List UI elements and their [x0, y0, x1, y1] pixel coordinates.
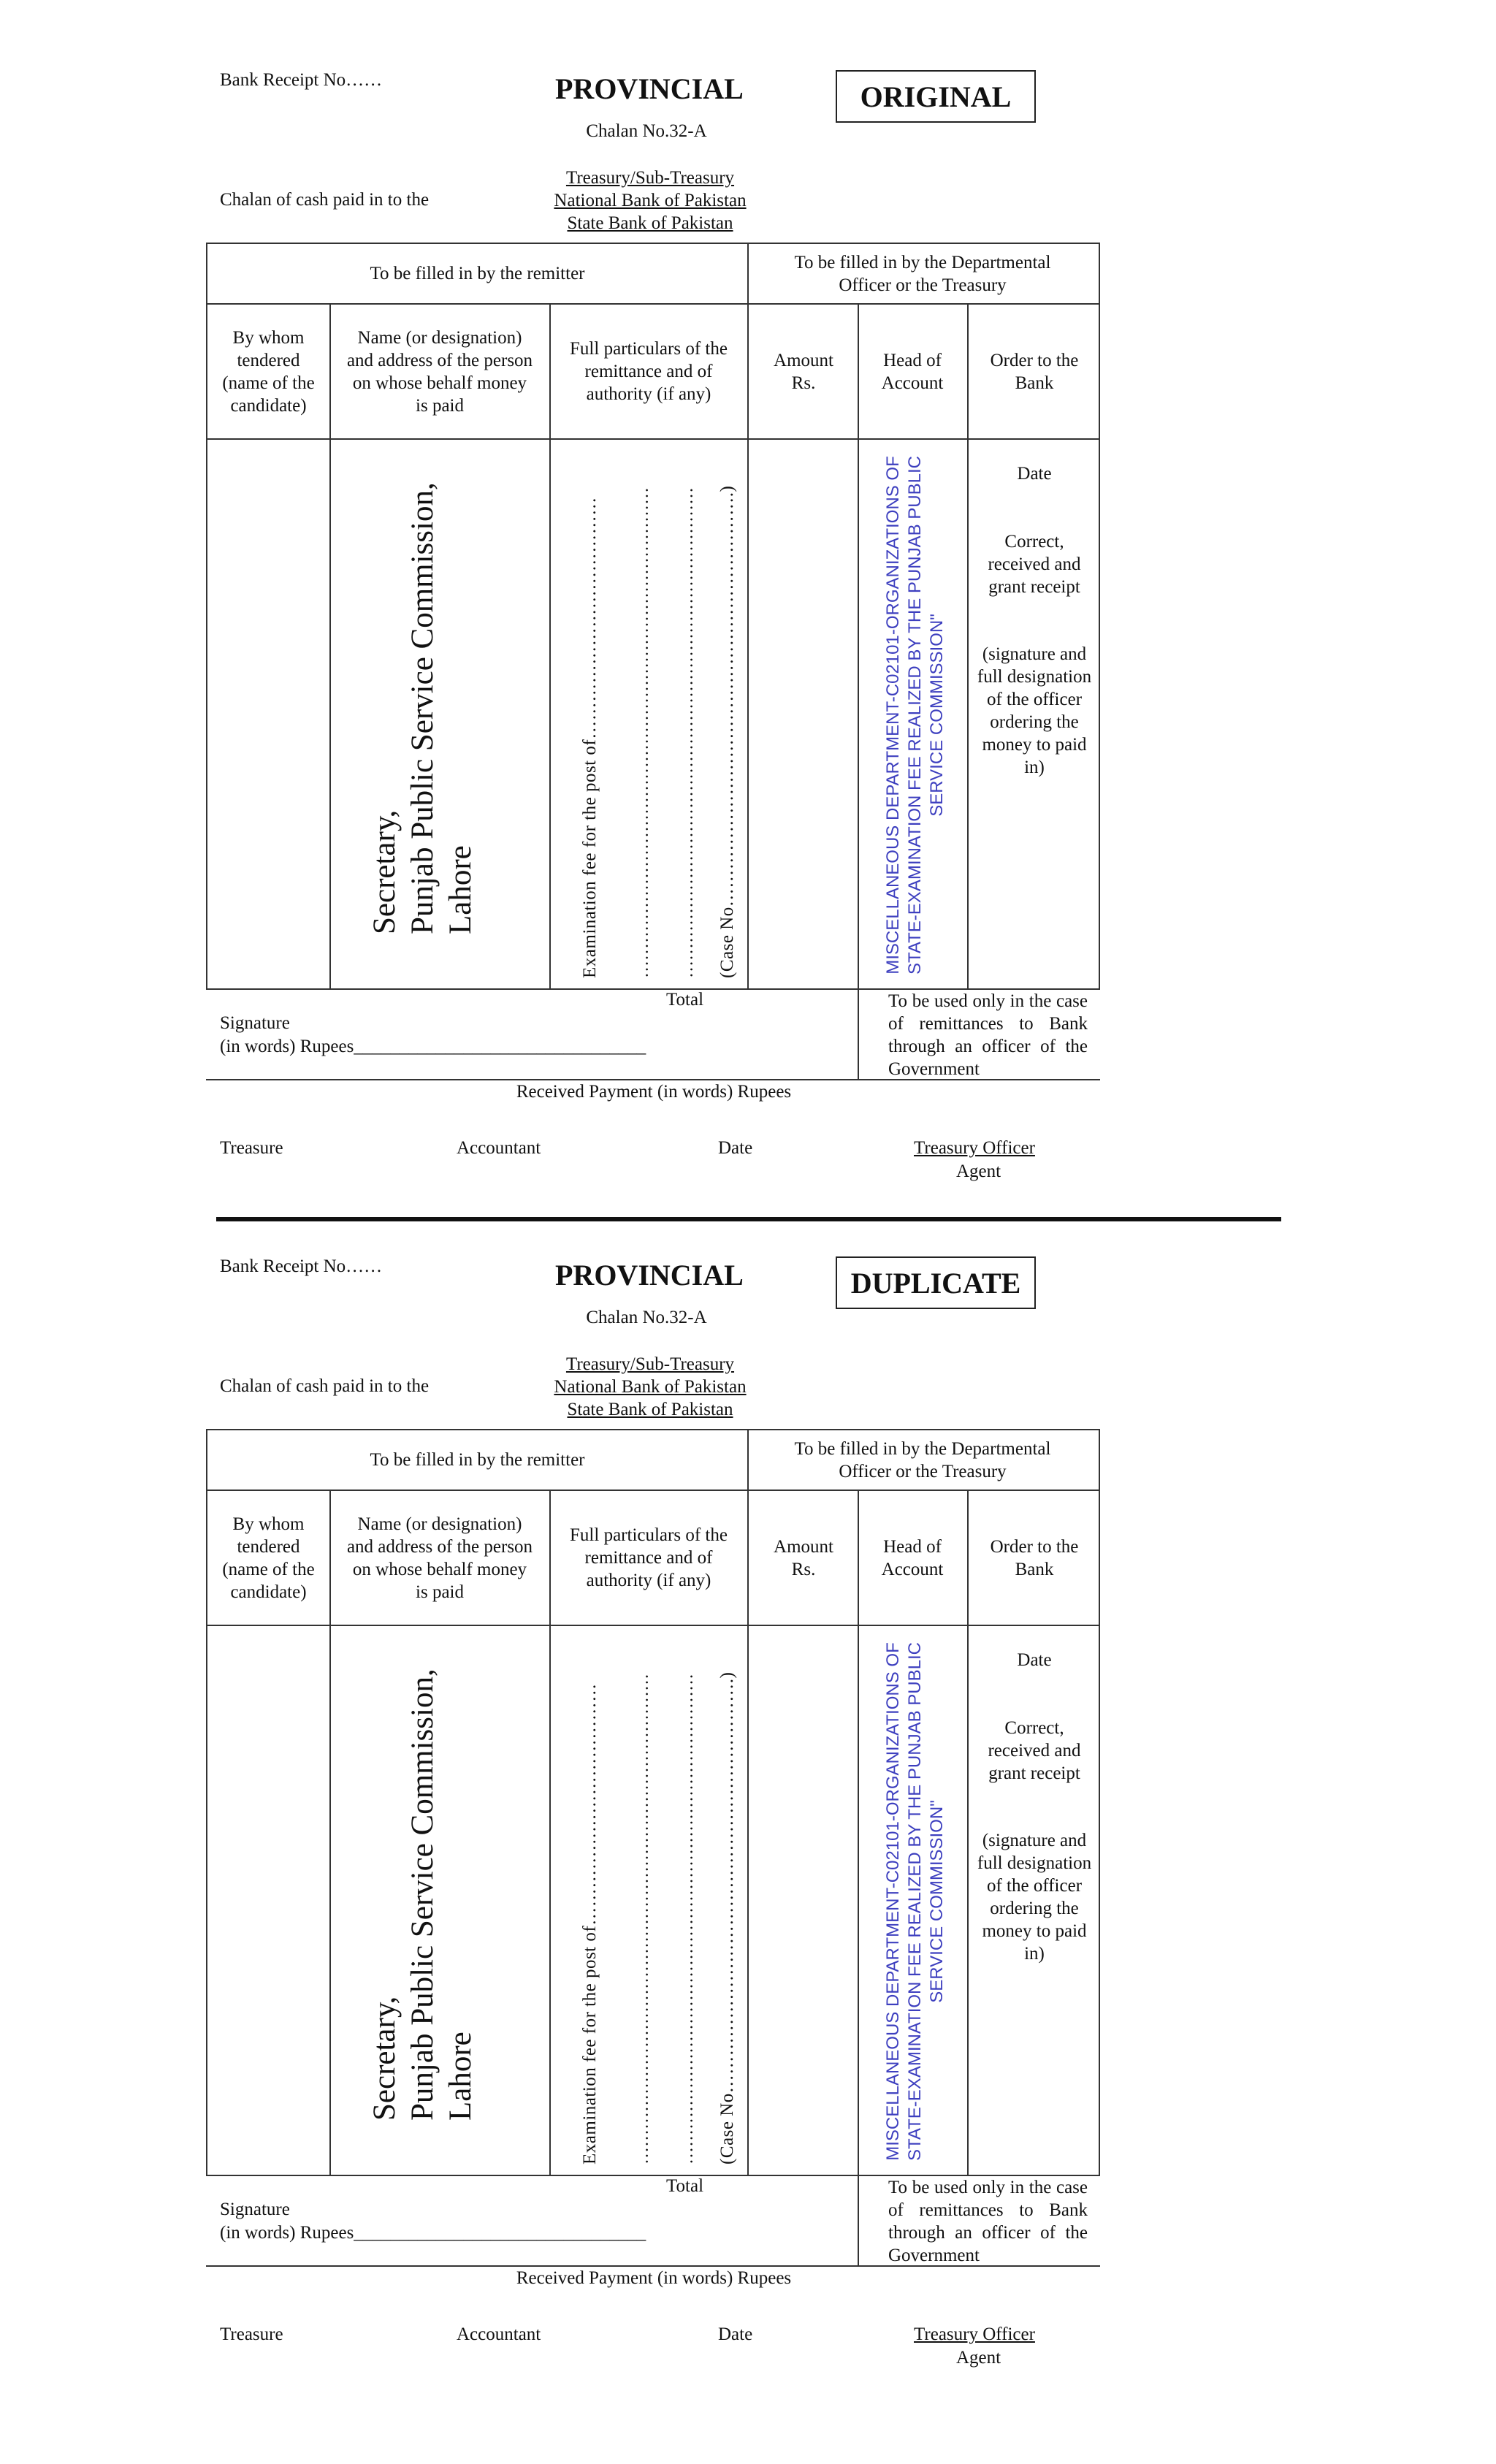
particulars-dotted-line[interactable]: ………………………………………………………………………… — [633, 487, 652, 978]
treasury-officer-label: Treasury Officer — [914, 2324, 1035, 2344]
total-label: Total — [666, 990, 704, 1010]
officer-header — [774, 244, 1071, 303]
column-divider — [967, 303, 969, 988]
column-header-text: Head of Account — [881, 1536, 944, 1579]
treasure-label: Treasure — [220, 1138, 283, 1158]
copy-label — [836, 1256, 1036, 1309]
original-copy — [0, 0, 1496, 1181]
order-date-label: Date — [1017, 464, 1052, 484]
paid-into-label: Chalan of cash paid in to the — [220, 190, 430, 210]
head-of-account-line: MISCELLANEOUS DEPARTMENT-C02101-ORGANIZATIONS OF — [883, 1642, 903, 2161]
particulars-dotted-line[interactable]: ………………………………………………………………………… — [678, 1674, 697, 2164]
column-header-text: Name (or designation) and address of the person on whose behalf money is paid — [346, 1514, 533, 1602]
column-divider — [549, 303, 551, 988]
payee-line: Lahore — [443, 2032, 478, 2121]
payee-line: Punjab Public Service Commission, — [405, 1668, 440, 2121]
column-header-text: By whom tendered (name of the candidate) — [222, 1514, 315, 1602]
column-header-amount — [766, 1491, 842, 1625]
column-header-text: Order to the Bank — [990, 350, 1079, 393]
bank-option: Treasury/Sub-Treasury — [565, 1354, 735, 1374]
bank-options — [541, 167, 760, 234]
officer-header-text: To be filled in by the Departmental Officer or the Treasury — [794, 252, 1051, 295]
column-header-text: Name (or designation) and address of the person on whose behalf money is paid — [346, 327, 533, 416]
column-header-text: By whom tendered (name of the candidate) — [222, 327, 315, 416]
bank-option: National Bank of Pakistan — [554, 1377, 747, 1397]
bank-remittance-note: To be used only in the case of remittances to Bank through an officer of the Government — [888, 2178, 1088, 2265]
table-border-right — [1099, 243, 1100, 988]
chalan-number: Chalan No.32-A — [586, 121, 707, 141]
column-header-payee — [346, 1491, 534, 1625]
column-header-head-of-account — [879, 1491, 945, 1625]
tendered-by-field[interactable] — [207, 440, 329, 988]
payee-line: Secretary, — [367, 809, 402, 934]
order-signature-text: (signature and full designation of the officer ordering the money to paid in) — [977, 1831, 1092, 1964]
column-header-order-to-bank — [976, 1491, 1093, 1625]
column-header-text: Full particulars of the remittance and of authority (if any) — [570, 339, 728, 404]
total-label: Total — [666, 2176, 704, 2196]
agent-label: Agent — [956, 2348, 1001, 2368]
column-divider — [967, 1490, 969, 2175]
order-signature-text: (signature and full designation of the officer ordering the money to paid in) — [977, 644, 1092, 777]
payee-line: Lahore — [443, 845, 478, 934]
treasure-label: Treasure — [220, 2324, 283, 2344]
agent-label: Agent — [956, 1162, 1001, 1181]
head-of-account-line: SERVICE COMMISSION" — [927, 1800, 947, 2003]
tendered-by-field[interactable] — [207, 1626, 329, 2175]
column-header-tendered-by — [219, 305, 318, 438]
order-correct-text: Correct, received and grant receipt — [988, 1718, 1081, 1783]
treasury-officer-label: Treasury Officer — [914, 1138, 1035, 1158]
bank-option: State Bank of Pakistan — [567, 1400, 733, 1419]
officer-header — [774, 1430, 1071, 1490]
amount-in-words-field[interactable]: (in words) Rupees________________________________ — [220, 1037, 646, 1056]
column-header-amount — [766, 305, 842, 438]
head-of-account-line: MISCELLANEOUS DEPARTMENT-C02101-ORGANIZATIONS OF — [883, 456, 903, 974]
signature-label: Signature — [220, 1013, 290, 1033]
bank-remittance-note: To be used only in the case of remittances to Bank through an officer of the Government — [888, 991, 1088, 1079]
received-payment-label: Received Payment (in words) Rupees — [516, 2268, 792, 2288]
form-title: PROVINCIAL — [555, 72, 744, 105]
chalan-number: Chalan No.32-A — [586, 1308, 707, 1327]
column-header-tendered-by — [219, 1491, 318, 1625]
payee-address — [366, 1668, 478, 2121]
column-divider — [329, 1490, 331, 2175]
bank-receipt-no: Bank Receipt No…… — [220, 70, 383, 90]
column-header-text: Amount Rs. — [774, 350, 833, 393]
officer-header-text: To be filled in by the Departmental Officer or the Treasury — [794, 1438, 1051, 1481]
amount-in-words-field[interactable]: (in words) Rupees________________________________ — [220, 2223, 646, 2243]
paid-into-label: Chalan of cash paid in to the — [220, 1376, 430, 1396]
amount-field[interactable] — [749, 440, 858, 988]
head-of-account-line: STATE-EXAMINATION FEE REALIZED BY THE PUNJAB PUBLIC — [905, 456, 925, 974]
remitter-header-text: To be filled in by the remitter — [370, 264, 585, 283]
head-of-account-line: STATE-EXAMINATION FEE REALIZED BY THE PUNJAB PUBLIC — [905, 1642, 925, 2161]
duplicate-copy — [0, 1186, 1496, 2368]
head-of-account-line: SERVICE COMMISSION" — [927, 614, 947, 817]
accountant-label: Accountant — [457, 1138, 541, 1158]
copy-label-text: ORIGINAL — [860, 80, 1012, 113]
column-header-payee — [346, 305, 534, 438]
column-header-text: Amount Rs. — [774, 1536, 833, 1579]
form-title: PROVINCIAL — [555, 1259, 744, 1292]
column-header-particulars — [557, 1491, 740, 1625]
bank-receipt-no: Bank Receipt No…… — [220, 1256, 383, 1276]
remitter-header — [207, 244, 747, 303]
column-header-order-to-bank — [976, 305, 1093, 438]
column-header-text: Head of Account — [881, 350, 944, 393]
case-number-field[interactable]: (Case No………………………………………………………….) — [717, 1671, 737, 2164]
bank-option: State Bank of Pakistan — [567, 213, 733, 233]
copy-label-text: DUPLICATE — [850, 1266, 1021, 1300]
payee-line: Punjab Public Service Commission, — [405, 482, 440, 934]
table-rule — [206, 1625, 1100, 1626]
payee-address — [366, 482, 478, 934]
bank-options — [541, 1353, 760, 1421]
signature-label: Signature — [220, 2200, 290, 2219]
exam-fee-post-field[interactable]: Examination fee for the post of………………………………… — [580, 1683, 600, 2164]
payee-line: Secretary, — [367, 1996, 402, 2121]
footer-date-label: Date — [718, 2324, 753, 2344]
column-header-particulars — [557, 305, 740, 438]
accountant-label: Accountant — [457, 2324, 541, 2344]
column-header-text: Full particulars of the remittance and of authority (if any) — [570, 1525, 728, 1590]
order-date-label: Date — [1017, 1650, 1052, 1670]
copy-label — [836, 70, 1036, 123]
column-divider — [549, 1490, 551, 2175]
remitter-header — [207, 1430, 747, 1490]
received-payment-label: Received Payment (in words) Rupees — [516, 1082, 792, 1102]
column-divider — [858, 303, 859, 1079]
particulars-dotted-line[interactable]: ………………………………………………………………………… — [678, 487, 697, 978]
order-correct-text: Correct, received and grant receipt — [988, 532, 1081, 597]
column-header-head-of-account — [879, 305, 945, 438]
head-of-account-text — [882, 452, 951, 978]
column-divider — [329, 303, 331, 988]
bank-option: Treasury/Sub-Treasury — [565, 168, 735, 188]
remitter-header-text: To be filled in by the remitter — [370, 1450, 585, 1470]
table-border-right — [1099, 1429, 1100, 2175]
table-rule — [206, 438, 1100, 440]
footer-date-label: Date — [718, 1138, 753, 1158]
column-divider — [858, 1490, 859, 2265]
bank-option: National Bank of Pakistan — [554, 191, 747, 210]
exam-fee-post-field[interactable]: Examination fee for the post of………………………………… — [580, 497, 600, 978]
column-header-text: Order to the Bank — [990, 1536, 1079, 1579]
head-of-account-text — [882, 1639, 951, 2164]
amount-field[interactable] — [749, 1626, 858, 2175]
case-number-field[interactable]: (Case No………………………………………………………….) — [717, 485, 737, 978]
particulars-dotted-line[interactable]: ………………………………………………………………………… — [633, 1674, 652, 2164]
